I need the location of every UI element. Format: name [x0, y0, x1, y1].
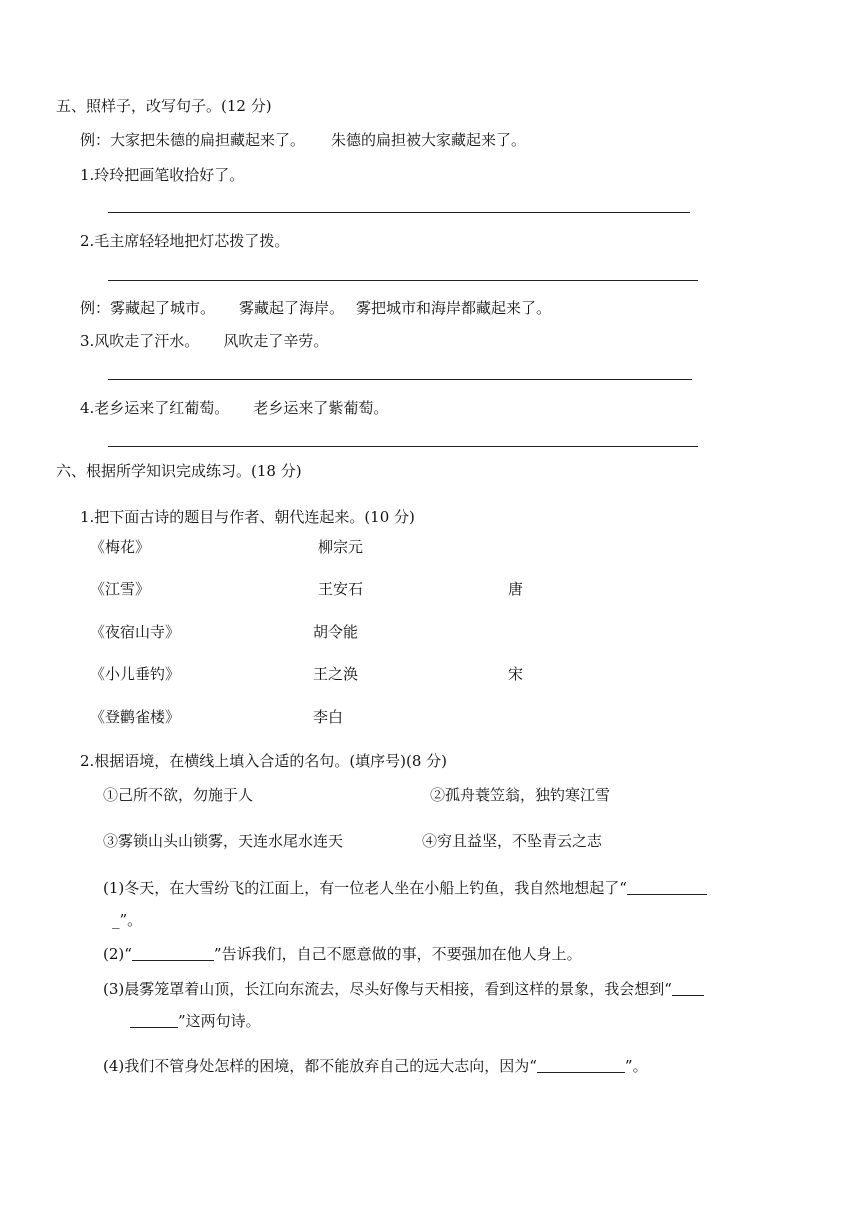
poem-title[interactable]: 《梅花》	[90, 538, 151, 556]
option-4: ④穷且益坚，不坠青云之志	[422, 832, 603, 850]
example-2-prefix: 例：	[80, 299, 111, 317]
s5-question-3-a: 3.风吹走了汗水。	[80, 332, 200, 350]
s6-question-1-prompt: 1.把下面古诗的题目与作者、朝代连起来。(10 分)	[80, 508, 415, 526]
option-3: ③雾锁山头山锁雾，天连水尾水连天	[103, 832, 344, 850]
example-1-sentence-a: 大家把朱德的扁担藏起来了。	[110, 131, 306, 149]
example-2-a: 雾藏起了城市。	[110, 299, 216, 317]
fill-item-4	[103, 1056, 648, 1076]
fill-item-3-cont	[130, 1011, 261, 1031]
fill-blank-1[interactable]	[627, 878, 707, 895]
section-5-heading: 五、照样子，改写句子。(12 分)	[56, 97, 272, 115]
s5-question-1: 1.玲玲把画笔收拾好了。	[80, 166, 245, 184]
fill-item-4-end: ”。	[624, 1057, 648, 1075]
fill-blank-4[interactable]	[537, 1056, 625, 1073]
poet-name[interactable]: 柳宗元	[318, 538, 364, 556]
fill-blank-2[interactable]	[132, 944, 214, 961]
option-1: ①己所不欲，勿施于人	[103, 786, 254, 804]
s5-question-4-b: 老乡运来了紫葡萄。	[253, 399, 389, 417]
poet-name[interactable]: 王安石	[318, 580, 364, 598]
s5-question-4-a: 4.老乡运来了红葡萄。	[80, 399, 230, 417]
fill-item-3-end: ”这两句诗。	[178, 1012, 261, 1030]
fill-item-3-text: (3)晨雾笼罩着山顶，长江向东流去，尽头好像与天相接，看到这样的景象，我会想到“	[103, 980, 672, 998]
dynasty-name[interactable]: 唐	[508, 580, 524, 598]
dynasty-name[interactable]: 宋	[508, 665, 524, 683]
poem-title[interactable]: 《小儿垂钓》	[90, 665, 181, 683]
fill-item-2-start: (2)“	[103, 945, 132, 963]
option-2: ②孤舟蓑笠翁，独钓寒江雪	[430, 786, 611, 804]
answer-line-4[interactable]	[108, 446, 698, 447]
answer-line-3[interactable]	[108, 379, 692, 380]
fill-item-1-cont	[112, 910, 142, 930]
section-6-heading: 六、根据所学知识完成练习。(18 分)	[56, 462, 302, 480]
s5-question-3-b: 风吹走了辛劳。	[223, 332, 329, 350]
s6-question-2-prompt: 2.根据语境，在横线上填入合适的名句。(填序号)(8 分)	[80, 752, 448, 770]
poem-title[interactable]: 《夜宿山寺》	[90, 623, 181, 641]
poet-name[interactable]: 王之涣	[313, 665, 359, 683]
fill-item-1-end: ”。	[119, 911, 143, 929]
s5-question-4	[80, 398, 388, 418]
example-2	[80, 298, 551, 318]
poet-name[interactable]: 胡令能	[313, 623, 359, 641]
fill-item-4-text: (4)我们不管身处怎样的困境，都不能放弃自己的远大志向，因为“	[103, 1057, 537, 1075]
answer-line-1[interactable]	[108, 212, 690, 213]
fill-item-3	[103, 979, 704, 999]
example-2-b: 雾藏起了海岸。	[239, 299, 345, 317]
fill-item-2-end: ”告诉我们，自己不愿意做的事，不要强加在他人身上。	[213, 945, 582, 963]
fill-item-2	[103, 944, 582, 964]
s5-question-3	[80, 331, 328, 351]
s5-question-2: 2.毛主席轻轻地把灯芯拨了拨。	[80, 232, 290, 250]
poet-name[interactable]: 李白	[313, 708, 344, 726]
fill-item-1-cont-mark: _	[112, 911, 120, 929]
example-1-sentence-b: 朱德的扁担被大家藏起来了。	[331, 131, 527, 149]
fill-blank-3-cont[interactable]	[130, 1011, 178, 1028]
answer-line-2[interactable]	[108, 280, 698, 281]
fill-item-1	[103, 878, 707, 898]
example-1	[80, 130, 526, 150]
fill-item-1-text: (1)冬天，在大雪纷飞的江面上，有一位老人坐在小船上钓鱼，我自然地想起了“	[103, 879, 627, 897]
example-1-prefix: 例：	[80, 131, 111, 149]
example-2-c: 雾把城市和海岸都藏起来了。	[356, 299, 552, 317]
poem-title[interactable]: 《江雪》	[90, 580, 151, 598]
fill-blank-3[interactable]	[672, 979, 704, 996]
poem-title[interactable]: 《登鹳雀楼》	[90, 708, 181, 726]
